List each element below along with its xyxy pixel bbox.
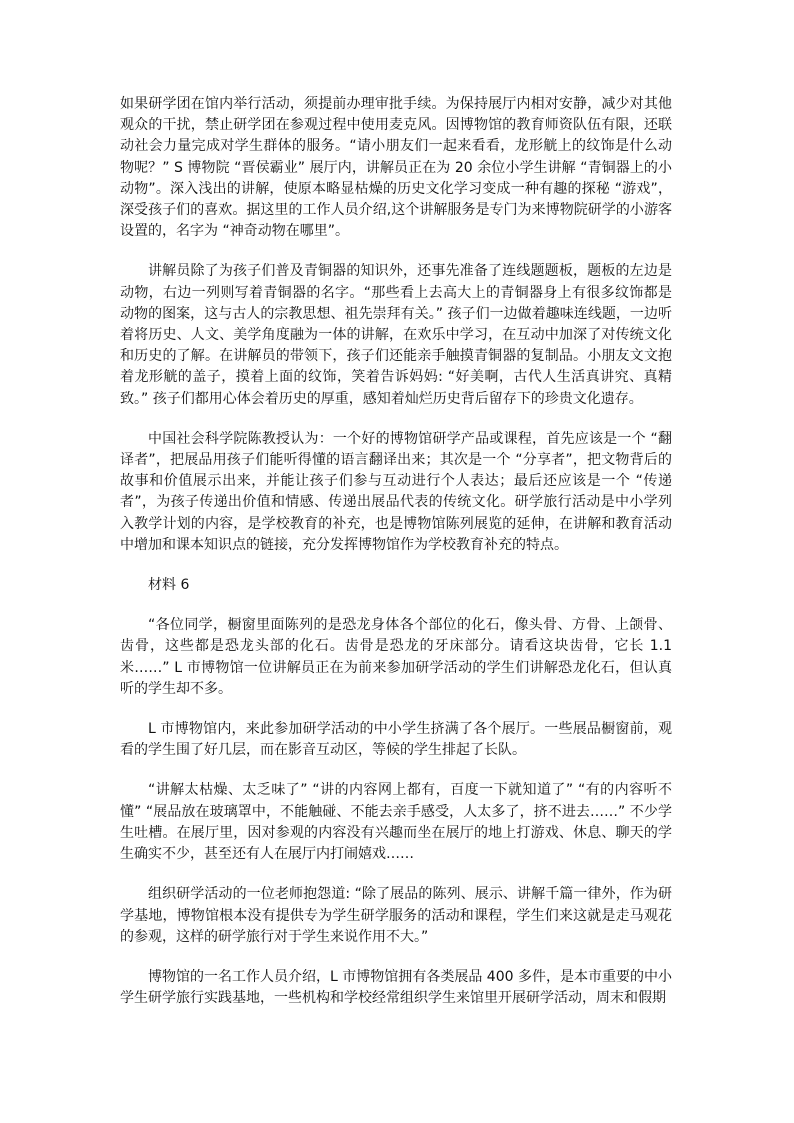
paragraph-exhibit-rules: 如果研学团在馆内举行活动，须提前办理审批手续。为保持展厅内相对安静，减少对其他观众的干扰，禁止研学团在参观过程中使用麦克风。因博物馆的教育师资队伍有限，还联动社会力量完成对学生群体的服务。“请小朋友们一起来看看，龙形觥上的纹饰是什么动物呢？” S 博物院 “晋侯霸业” 展厅内，讲解员正在为 20 余位小学生讲解 “青铜器上的小动物”。深入浅出的讲解，使原本略显枯燥的历史文化学习变成一种有趣的探秘 “游戏”，深受孩子们的喜欢。据这里的工作人员介绍,这个讲解服务是专门为来博物院研学的小游客设置的，名字为 “神奇动物在哪里”。 <box>120 96 672 240</box>
paragraph-crowded-halls: L 市博物馆内，来此参加研学活动的中小学生挤满了各个展厅。一些展品橱窗前，观看的学生围了好几层，而在影音互动区，等候的学生排起了长队。 <box>120 721 672 759</box>
document-body <box>120 94 677 1028</box>
section-label-material-6: 材料 6 <box>148 577 190 594</box>
paragraph-student-complaints: “讲解太枯燥、太乏味了” “讲的内容网上都有，百度一下就知道了” “有的内容听不懂” “展品放在玻璃罩中，不能触碰、不能去亲手感受，人太多了，挤不进去……” 不少学生吐槽。在展厅里，因对参观的内容没有兴趣而坐在展厅的地上打游戏、休息、聊天的学生确实不少，甚至还有人在展厅内打闹嬉戏…… <box>120 782 672 863</box>
paragraph-dinosaur-guide: “各位同学，橱窗里面陈列的是恐龙身体各个部位的化石，像头骨、方骨、上颌骨、齿骨，这些都是恐龙头部的化石。齿骨是恐龙的牙床部分。请看这块齿骨，它长 1.1 米……” L 市博物馆一位讲解员正在为前来参加研学活动的学生们讲解恐龙化石，但认真听的学生却不多。 <box>120 617 677 697</box>
paragraph-bronze-lesson: 讲解员除了为孩子们普及青铜器的知识外，还事先准备了连线题题板，题板的左边是动物，右边一列则写着青铜器的名字。“那些看上去高大上的青铜器身上有很多纹饰都是动物的图案，这与古人的宗教思想、祖先崇拜有关。” 孩子们一边做着趣味连线题，一边听着将历史、人文、美学角度融为一体的讲解，在欢乐中学习，在互动中加深了对传统文化和历史的了解。在讲解员的带领下，孩子们还能亲手触摸青铜器的复制品。小朋友文文抱着龙形觥的盖子，摸着上面的纹饰，笑着告诉妈妈: “好美啊，古代人生活真讲究、真精致。” 孩子们都用心体会着历史的厚重，感知着灿烂历史背后留存下的珍贵文化遗存。 <box>120 263 672 407</box>
paragraph-staff-intro: 博物馆的一名工作人员介绍，L 市博物馆拥有各类展品 400 多件，是本市重要的中小学生研学旅行实践基地，一些机构和学校经常组织学生来馆里开展研学活动，周末和假期 <box>120 968 672 1007</box>
paragraph-professor-view: 中国社会科学院陈教授认为：一个好的博物馆研学产品或课程，首先应该是一个 “翻译者”，把展品用孩子们能听得懂的语言翻译出来；其次是一个 “分享者”，把文物背后的故事和价值展示出来，并能让孩子们参与互动进行个人表达；最后还应该是一个 “传递者”，为孩子传递出价值和情感、传递出展品代表的传统文化。研学旅行活动是中小学列入教学计划的内容，是学校教育的补充，也是博物馆陈列展览的延伸，在讲解和教育活动中增加和课本知识点的链接，充分发挥博物馆作为学校教育补充的特点。 <box>120 430 672 553</box>
paragraph-teacher-complaint: 组织研学活动的一位老师抱怨道: “除了展品的陈列、展示、讲解千篇一律外，作为研学基地，博物馆根本没有提供专为学生研学服务的活动和课程，学生们来这就是走马观花的参观，这样的研学旅行对于学生来说作用不大。” <box>120 886 672 945</box>
